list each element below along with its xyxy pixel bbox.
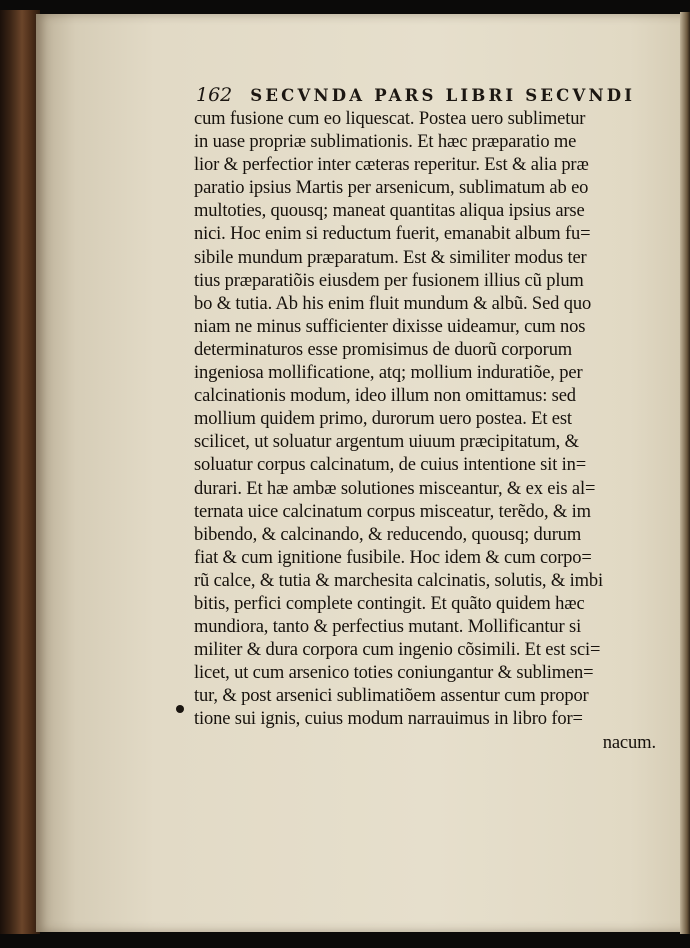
text-line: soluatur corpus calcinatum, de cuius intentione sit in= — [194, 454, 587, 476]
page-number: 162 — [196, 84, 233, 106]
text-line: niam ne minus sufficienter dixisse uideamur, cum nos — [194, 315, 586, 337]
text-line: scilicet, ut soluatur argentum uiuum præcipitatum, & — [194, 431, 579, 453]
text-line: calcinationis modum, ideo illum non omittamus: sed — [194, 385, 576, 407]
text-line: bitis, perfici complete contingit. Et quãto quidem hæc — [194, 592, 585, 614]
text-line: bo & tutia. Ab his enim fluit mundum & albũ. Sed quo — [194, 292, 592, 314]
text-line: mollium quidem primo, durorum uero postea. Et est — [194, 408, 572, 430]
running-head: SECVNDA PARS LIBRI SECVNDI — [250, 86, 636, 105]
text-line: nacum. — [602, 731, 656, 753]
text-line: ingeniosa mollificatione, atq; mollium induratiõe, per — [194, 362, 583, 384]
text-line: ternata uice calcinatum corpus misceatur, terẽdo, & im — [194, 500, 591, 522]
text-line: licet, ut cum arsenico toties coniungantur & sublimen= — [194, 662, 594, 684]
text-line: multoties, quousq; maneat quantitas aliqua ipsius arse — [194, 200, 585, 222]
text-line: lior & perfectior inter cæteras reperitur. Est & alia præ — [194, 154, 589, 176]
text-line: bibendo, & calcinando, & reducendo, quousq; durum — [194, 523, 582, 545]
text-line: sibile mundum præparatum. Est & similiter modus ter — [194, 246, 587, 268]
text-line: cum fusione cum eo liquescat. Postea uero sublimetur — [194, 108, 586, 129]
text-line: paratio ipsius Martis per arsenicum, sublimatum ab eo — [194, 177, 589, 199]
text-line: tius præparatiõis eiusdem per fusionem illius cũ plum — [194, 269, 584, 291]
book-binding — [0, 10, 40, 934]
text-line: nici. Hoc enim si reductum fuerit, emanabit album fu= — [194, 223, 591, 245]
body-text — [194, 107, 664, 754]
page-edge — [680, 12, 690, 934]
text-line: mundiora, tanto & perfectius mutant. Mollificantur si — [194, 616, 582, 638]
text-line: tur, & post arsenici sublimatiõem assentur cum propor — [194, 685, 589, 707]
text-line: durari. Et hæ ambæ solutiones misceantur, & ex eis al= — [194, 477, 596, 499]
text-line: rũ calce, & tutia & marchesita calcinatis, solutis, & imbi — [194, 569, 603, 591]
margin-bullet-mark — [176, 705, 184, 713]
text-line: determinaturos esse promisimus de duorũ corporum — [194, 338, 573, 360]
text-line: tione sui ignis, cuius modum narrauimus in libro for= — [194, 708, 583, 730]
page-header — [196, 84, 658, 106]
text-line: militer & dura corpora cum ingenio cõsimili. Et est sci= — [194, 639, 601, 661]
text-line: in uase propriæ sublimationis. Et hæc præparatio me — [194, 131, 577, 153]
text-line: fiat & cum ignitione fusibile. Hoc idem & cum corpo= — [194, 546, 592, 568]
